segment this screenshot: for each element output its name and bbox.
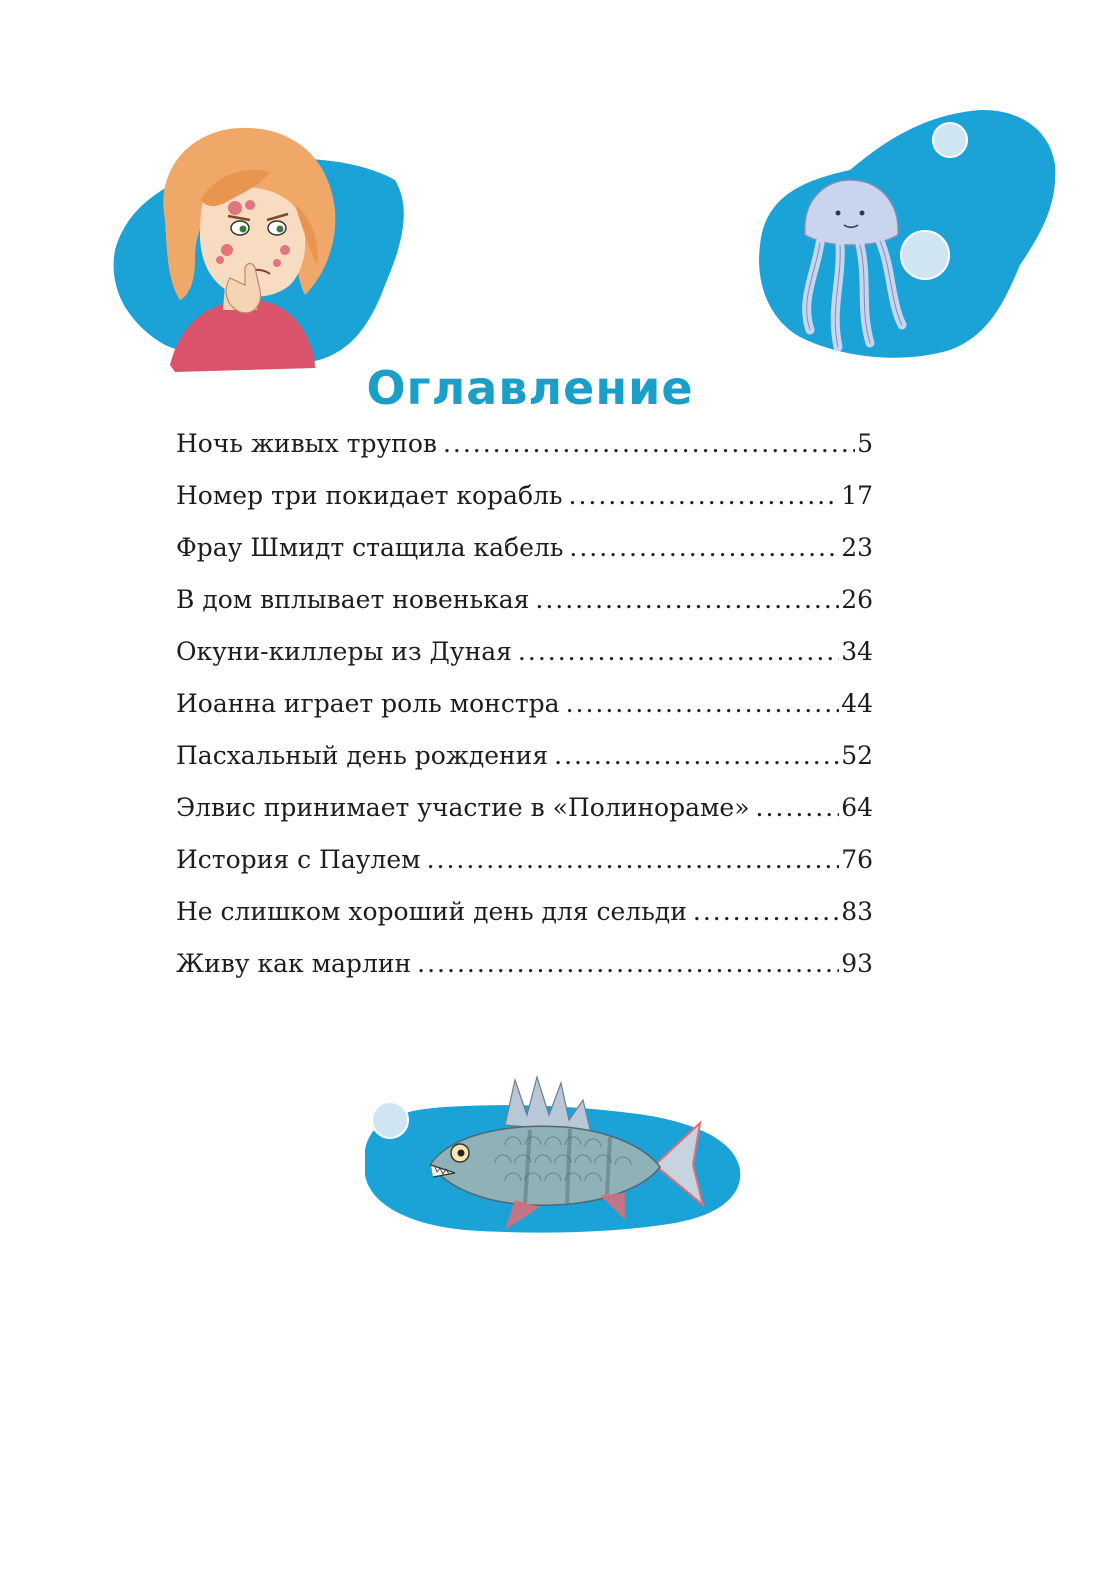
bubble-icon — [372, 1102, 408, 1138]
girl-illustration — [95, 100, 415, 380]
toc-entry-page: 23 — [841, 533, 873, 562]
toc-entry[interactable] — [176, 522, 873, 574]
toc-entry-title: Номер три покидает корабль — [176, 481, 563, 510]
toc-entry-page: 83 — [841, 897, 873, 926]
dot-leader — [518, 626, 839, 678]
toc-entry-title: Пасхальный день рождения — [176, 741, 549, 770]
dot-leader — [566, 678, 840, 730]
dot-leader — [443, 418, 855, 470]
toc-entry-title: Не слишком хороший день для сельди — [176, 897, 687, 926]
toc-entry-title: Окуни-киллеры из Дуная — [176, 637, 512, 666]
toc-entry[interactable] — [176, 574, 873, 626]
toc-entry[interactable] — [176, 938, 873, 990]
bubble-icon — [901, 231, 949, 279]
toc-entry[interactable] — [176, 470, 873, 522]
fish-illustration — [355, 1055, 745, 1255]
toc-entry-page: 17 — [841, 481, 873, 510]
toc-entry-page: 76 — [841, 845, 873, 874]
table-of-contents — [176, 418, 873, 990]
toc-entry-title: В дом вплывает новенькая — [176, 585, 530, 614]
dot-leader — [756, 782, 840, 834]
toc-entry[interactable] — [176, 730, 873, 782]
toc-entry-page: 64 — [841, 793, 873, 822]
fish-dorsal-fin — [505, 1077, 591, 1133]
toc-entry[interactable] — [176, 626, 873, 678]
toc-entry-title: Ночь живых трупов — [176, 429, 437, 458]
toc-entry-page: 34 — [841, 637, 873, 666]
toc-entry[interactable] — [176, 782, 873, 834]
jellyfish-illustration — [720, 85, 1060, 365]
toc-entry[interactable] — [176, 886, 873, 938]
dot-leader — [535, 574, 839, 626]
dot-leader — [693, 886, 839, 938]
toc-entry-title: Элвис принимает участие в «Полинораме» — [176, 793, 750, 822]
toc-entry-page: 93 — [841, 949, 873, 978]
toc-entry-title: Фрау Шмидт стащила кабель — [176, 533, 564, 562]
dot-leader — [427, 834, 840, 886]
toc-entry-page: 5 — [857, 429, 873, 458]
toc-entry-page: 44 — [841, 689, 873, 718]
toc-entry[interactable] — [176, 834, 873, 886]
toc-entry[interactable] — [176, 418, 873, 470]
toc-entry-title: Живу как марлин — [176, 949, 412, 978]
page-title: Оглавление — [366, 360, 694, 415]
dot-leader — [569, 470, 840, 522]
dot-leader — [417, 938, 839, 990]
bubble-icon — [933, 123, 967, 157]
dot-leader — [569, 522, 839, 574]
toc-entry[interactable] — [176, 678, 873, 730]
dot-leader — [554, 730, 839, 782]
toc-entry-page: 52 — [841, 741, 873, 770]
toc-entry-title: Иоанна играет роль монстра — [176, 689, 560, 718]
toc-entry-title: История с Паулем — [176, 845, 421, 874]
toc-entry-page: 26 — [841, 585, 873, 614]
